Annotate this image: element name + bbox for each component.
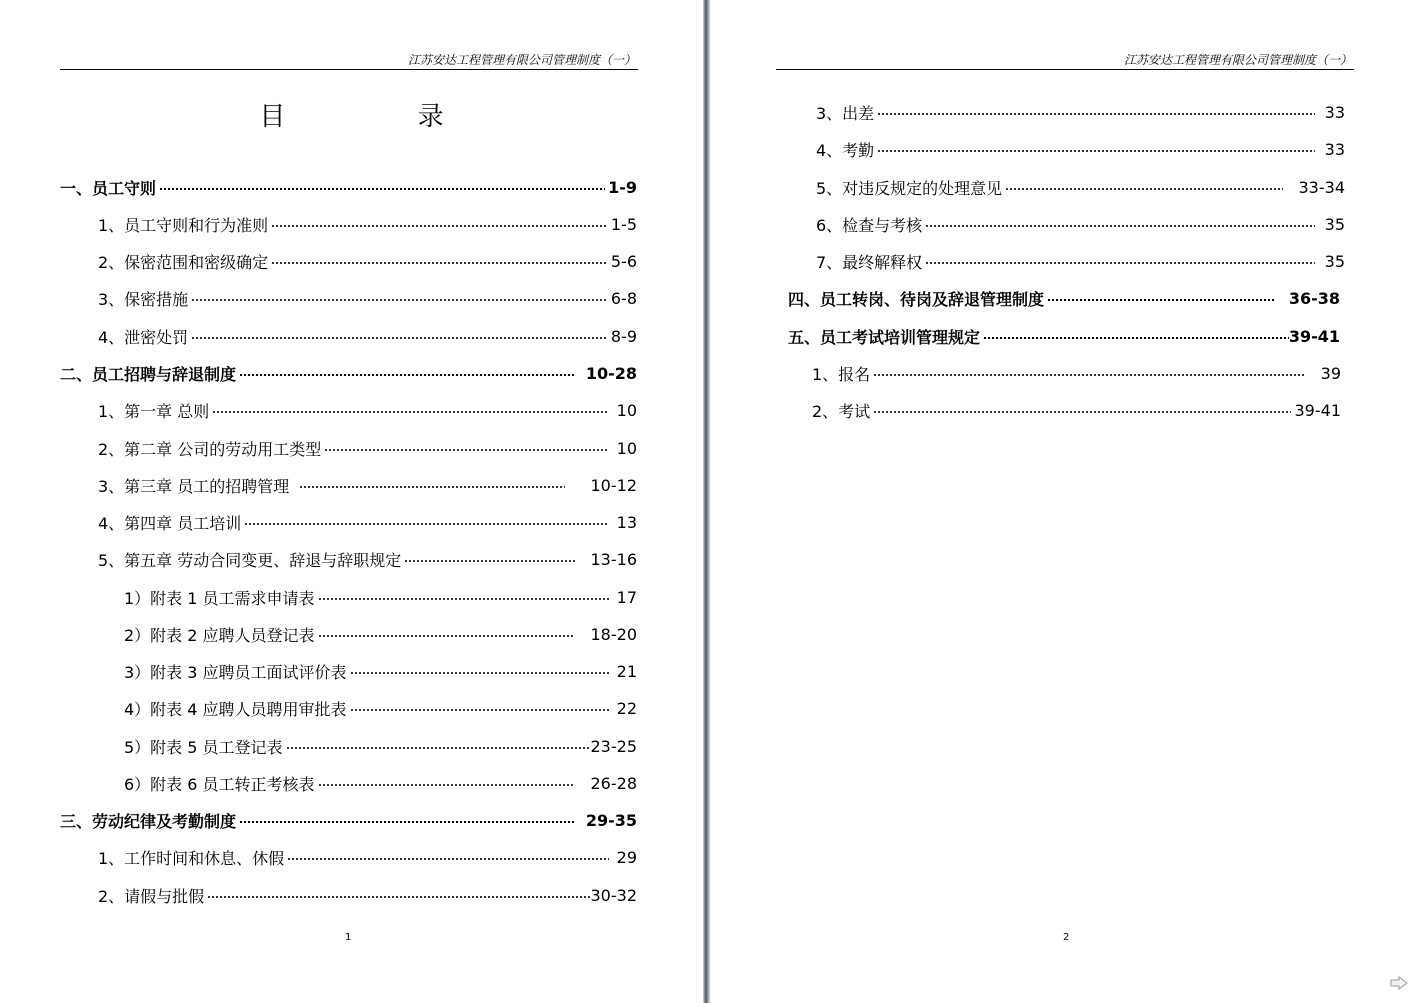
toc-entry-label: 2、保密范围和密级确定	[98, 252, 269, 272]
dot-leader	[983, 337, 1289, 339]
toc-entry[interactable]	[98, 882, 637, 908]
header-rule	[60, 69, 638, 70]
toc-entry-page: 10	[616, 438, 637, 458]
dot-leader	[877, 150, 1314, 152]
toc-entry[interactable]	[788, 323, 1340, 349]
toc-entry[interactable]	[60, 360, 637, 386]
toc-entry-label: 五、员工考试培训管理规定	[788, 327, 981, 347]
toc-entry-label: 1、工作时间和休息、休假	[98, 848, 285, 868]
toc-entry-label: 4）附表 4 应聘人员聘用审批表	[124, 699, 347, 719]
toc-entry-page: 13-16	[590, 549, 637, 569]
toc-entry-label: 6）附表 6 员工转正考核表	[124, 774, 315, 794]
toc-entry-label: 5、对违反规定的处理意见	[816, 178, 1003, 198]
toc-entry[interactable]	[816, 99, 1345, 125]
toc-entry-label: 三、劳动纪律及考勤制度	[60, 811, 237, 831]
toc-entry-page: 39-41	[1288, 326, 1340, 346]
toc-entry[interactable]	[124, 770, 637, 796]
toc-entry-label: 6、检查与考核	[816, 215, 923, 235]
toc-entry[interactable]	[98, 211, 637, 237]
toc-entry-page: 10	[616, 400, 637, 420]
toc-entry-label: 5、第五章 劳动合同变更、辞退与辞职规定	[98, 550, 402, 570]
dot-leader	[212, 411, 608, 413]
toc-entry-label: 1、员工守则和行为准则	[98, 215, 269, 235]
dot-leader	[925, 262, 1314, 264]
dot-leader	[350, 672, 609, 674]
toc-entry-label: 3、保密措施	[98, 289, 189, 309]
page-divider	[703, 0, 710, 1003]
toc-entry[interactable]	[124, 658, 637, 684]
toc-entry-page: 6-8	[610, 288, 637, 308]
toc-entry-page: 10-28	[585, 363, 637, 383]
dot-leader	[404, 560, 574, 562]
dot-leader	[286, 747, 591, 749]
toc-entry-label: 1）附表 1 员工需求申请表	[124, 588, 315, 608]
toc-entry[interactable]	[124, 621, 637, 647]
toc-entry[interactable]	[60, 174, 637, 200]
page-number: 1	[345, 932, 352, 943]
toc-entry-page: 33-34	[1298, 177, 1345, 197]
toc-entry[interactable]	[98, 323, 637, 349]
page-header: 江苏安达工程管理有限公司管理制度（一）	[1123, 53, 1352, 67]
toc-entry-label: 4、泄密处罚	[98, 327, 189, 347]
dot-leader	[318, 598, 609, 600]
toc-entry[interactable]	[816, 136, 1345, 162]
toc-entry-label: 3、第三章 员工的招聘管理	[98, 476, 290, 496]
toc-entry[interactable]	[98, 546, 637, 572]
toc-entry[interactable]	[98, 435, 637, 461]
toc-entry[interactable]	[98, 285, 637, 311]
toc-entry-label: 7、最终解释权	[816, 252, 923, 272]
toc-entry-page: 21	[616, 661, 637, 681]
dot-leader	[873, 411, 1290, 413]
dot-leader	[239, 374, 576, 376]
toc-entry-label: 4、第四章 员工培训	[98, 513, 242, 533]
dot-leader	[287, 858, 608, 860]
dot-leader	[244, 523, 608, 525]
toc-entry-label: 2、考试	[812, 401, 871, 421]
toc-entry-page: 1-9	[608, 177, 637, 197]
toc-entry[interactable]	[788, 285, 1340, 311]
toc-entry-page: 5-6	[610, 251, 637, 271]
dot-leader	[925, 225, 1314, 227]
dot-leader	[271, 262, 608, 264]
toc-entry-page: 23-25	[590, 736, 637, 756]
page-header: 江苏安达工程管理有限公司管理制度（一）	[407, 53, 636, 67]
toc-entry-page: 33	[1324, 139, 1345, 159]
toc-entry[interactable]	[124, 733, 637, 759]
toc-entry-page: 1-5	[610, 214, 637, 234]
dot-leader	[299, 486, 564, 488]
toc-entry-page: 35	[1324, 214, 1345, 234]
toc-entry-page: 39	[1320, 363, 1341, 383]
toc-entry-label: 1、第一章 总则	[98, 401, 210, 421]
toc-entry[interactable]	[98, 397, 637, 423]
toc-entry-page: 26-28	[590, 773, 637, 793]
dot-leader	[877, 113, 1314, 115]
dot-leader	[1005, 188, 1282, 190]
dot-leader	[318, 784, 575, 786]
dot-leader	[1047, 299, 1275, 301]
page-number: 2	[1063, 932, 1070, 943]
toc-entry-page: 29-35	[585, 810, 637, 830]
toc-entry-page: 33	[1324, 102, 1345, 122]
toc-entry-page: 30-32	[590, 885, 637, 905]
toc-entry-label: 四、员工转岗、待岗及辞退管理制度	[788, 289, 1045, 309]
toc-entry-page: 22	[616, 698, 637, 718]
next-page-arrow-icon[interactable]	[1390, 976, 1408, 990]
toc-entry-label: 一、员工守则	[60, 178, 157, 198]
toc-entry-page: 10-12	[590, 475, 637, 495]
toc-entry-label: 2、第二章 公司的劳动用工类型	[98, 439, 322, 459]
toc-entry-label: 4、考勤	[816, 140, 875, 160]
document-page-1	[0, 0, 703, 1003]
toc-entry-label: 2、请假与批假	[98, 886, 205, 906]
document-page-2	[710, 0, 1416, 1003]
toc-entry[interactable]	[816, 211, 1345, 237]
toc-entry-page: 36-38	[1288, 288, 1340, 308]
dot-leader	[350, 709, 609, 711]
toc-entry-page: 29	[616, 847, 637, 867]
dot-leader	[191, 299, 608, 301]
toc-entry[interactable]	[816, 174, 1345, 200]
toc-entry-label: 1、报名	[812, 364, 871, 384]
toc-entry[interactable]	[812, 397, 1341, 423]
dot-leader	[159, 188, 605, 190]
dot-leader	[239, 821, 576, 823]
toc-entry-page: 35	[1324, 251, 1345, 271]
toc-entry[interactable]	[60, 807, 637, 833]
toc-entry[interactable]	[812, 360, 1341, 386]
toc-entry[interactable]	[124, 695, 637, 721]
toc-entry-page: 17	[616, 587, 637, 607]
toc-entry[interactable]	[98, 844, 637, 870]
toc-entry[interactable]	[98, 509, 637, 535]
dot-leader	[318, 635, 575, 637]
dot-leader	[873, 374, 1304, 376]
toc-title: 目 录	[259, 102, 506, 132]
toc-entry-page: 18-20	[590, 624, 637, 644]
toc-entry[interactable]	[98, 472, 637, 498]
dot-leader	[191, 337, 608, 339]
toc-entry-label: 二、员工招聘与辞退制度	[60, 364, 237, 384]
toc-entry-page: 39-41	[1294, 400, 1341, 420]
toc-entry[interactable]	[816, 248, 1345, 274]
dot-leader	[324, 449, 608, 451]
toc-entry-label: 2）附表 2 应聘人员登记表	[124, 625, 315, 645]
toc-entry-page: 8-9	[610, 326, 637, 346]
header-rule	[776, 69, 1354, 70]
toc-entry-label: 3）附表 3 应聘员工面试评价表	[124, 662, 347, 682]
toc-entry-label: 3、出差	[816, 103, 875, 123]
toc-entry-label: 5）附表 5 员工登记表	[124, 737, 283, 757]
toc-entry-page: 13	[616, 512, 637, 532]
dot-leader	[207, 896, 590, 898]
toc-entry[interactable]	[98, 248, 637, 274]
toc-entry[interactable]	[124, 584, 637, 610]
dot-leader	[271, 225, 608, 227]
